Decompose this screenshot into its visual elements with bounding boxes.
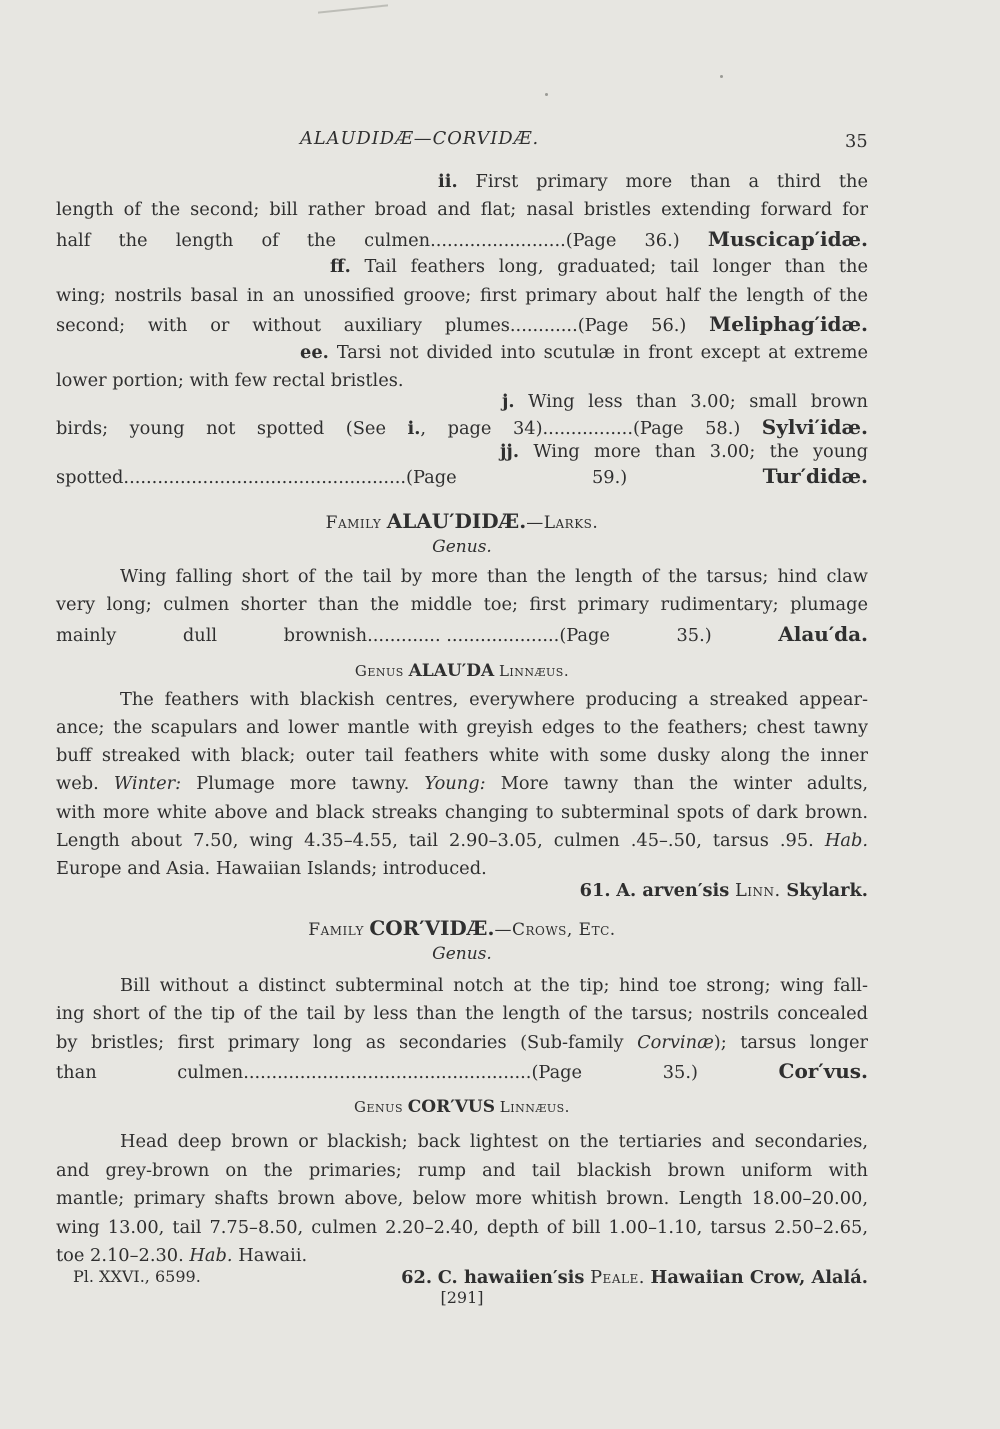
key-ff-line1: ff. Tail feathers long, graduated; tail longer than the [330, 256, 868, 277]
species-entry-62: 62. C. hawaiien′sis Peale. Hawaiian Crow, Alalá. [401, 1267, 868, 1288]
family-name: Meliphag′idæ. [709, 312, 869, 336]
key-j-line2: birds; young not spotted (See i., page 34)................(Page 58.) Sylvi′idæ. [56, 415, 868, 439]
family-name: Sylvi′idæ. [761, 415, 868, 439]
genus-desc-line: than culmen...................................................(Page 35.) Cor′vus. [56, 1059, 868, 1083]
genus-desc-line: ing short of the tip of the tail by less than the length of the tarsus; nostrils concealed [56, 1003, 868, 1024]
genus-label: Genus. [432, 537, 492, 557]
genus-name: Cor′vus. [778, 1059, 868, 1083]
family-heading-corvidae: Family COR′VIDÆ.—Crows, Etc. [308, 916, 616, 940]
species-desc-line: toe 2.10–2.30. Hab. Hawaii. [56, 1245, 308, 1266]
key-ii-line2: length of the second; bill rather broad and flat; nasal bristles extending forward for [56, 199, 868, 220]
key-ff-line2: wing; nostrils basal in an unossified groove; first primary about half the length of the [56, 285, 868, 306]
species-desc-line: The feathers with blackish centres, everywhere producing a streaked appear- [120, 689, 868, 710]
species-desc-line: and grey-brown on the primaries; rump and tail blackish brown uniform with [56, 1160, 868, 1181]
paper-speck [545, 93, 548, 96]
species-desc-line: wing 13.00, tail 7.75–8.50, culmen 2.20–2.40, depth of bill 1.00–1.10, tarsus 2.50–2.65, [56, 1217, 868, 1238]
species-desc-line: Length about 7.50, wing 4.35–4.55, tail 2.90–3.05, culmen .45–.50, tarsus .95. Hab. [56, 830, 868, 851]
running-title: ALAUDIDÆ—CORVIDÆ. [300, 128, 540, 149]
key-ii-line1: ii. First primary more than a third the [438, 171, 868, 192]
key-j-line1: j. Wing less than 3.00; small brown [502, 391, 868, 412]
genus-heading-alauda: Genus ALAU′DA Linnæus. [354, 661, 570, 681]
family-heading-alaudidae: Family ALAU′DIDÆ.—Larks. [325, 509, 599, 533]
species-desc-line: buff streaked with black; outer tail feathers white with some dusky along the inner [56, 745, 868, 766]
key-ii-line3: half the length of the culmen........................(Page 36.) Muscicap′idæ. [56, 227, 869, 251]
family-name: Muscicap′idæ. [707, 227, 869, 251]
key-jj-line1: jj. Wing more than 3.00; the young [500, 441, 868, 462]
plate-reference: Pl. XXVI., 6599. [73, 1267, 201, 1286]
key-ff-line3: second; with or without auxiliary plumes............(Page 56.) Meliphag′idæ. [56, 312, 869, 336]
species-desc-line: with more white above and black streaks changing to subterminal spots of dark brown. [56, 802, 868, 823]
key-jj-line2: spotted..................................................(Page 59.) Tur′didæ. [56, 464, 868, 488]
genus-desc-line: Bill without a distinct subterminal notch at the tip; hind toe strong; wing fall- [120, 975, 868, 996]
key-ee-line2: lower portion; with few rectal bristles. [56, 370, 404, 391]
species-entry-61: 61. A. arven′sis Linn. Skylark. [579, 880, 868, 901]
species-desc-line: Europe and Asia. Hawaiian Islands; introduced. [56, 858, 487, 879]
page-marker: [291] [440, 1288, 484, 1307]
species-desc-line: Head deep brown or blackish; back lightest on the tertiaries and secondaries, [120, 1131, 868, 1152]
species-desc-line: web. Winter: Plumage more tawny. Young: More tawny than the winter adults, [56, 773, 868, 794]
page-number: 35 [845, 131, 868, 152]
paper-speck [720, 75, 723, 78]
genus-name: Alau′da. [778, 622, 868, 646]
species-desc-line: mantle; primary shafts brown above, below more whitish brown. Length 18.00–20.00, [56, 1188, 868, 1209]
key-label: ee. [300, 342, 329, 363]
paper-edge-mark [318, 0, 388, 14]
genus-desc-line: very long; culmen shorter than the middle toe; first primary rudimentary; plumage [56, 594, 868, 615]
species-desc-line: ance; the scapulars and lower mantle with greyish edges to the feathers; chest tawny [56, 717, 868, 738]
key-label: j. [502, 391, 515, 412]
genus-desc-line: Wing falling short of the tail by more than the length of the tarsus; hind claw [120, 566, 868, 587]
family-name: Tur′didæ. [762, 464, 868, 488]
genus-desc-line: mainly dull brownish............. ....................(Page 35.) Alau′da. [56, 622, 868, 646]
key-label: ii. [438, 171, 458, 192]
key-label: jj. [500, 441, 520, 462]
genus-desc-line: by bristles; first primary long as secondaries (Sub-family Corvinæ); tarsus longer [56, 1032, 868, 1053]
genus-heading-corvus: Genus COR′VUS Linnæus. [354, 1097, 570, 1117]
key-label: ff. [330, 256, 351, 277]
genus-label: Genus. [432, 944, 492, 964]
key-ee-line1: ee. Tarsi not divided into scutulæ in front except at extreme [300, 342, 869, 363]
